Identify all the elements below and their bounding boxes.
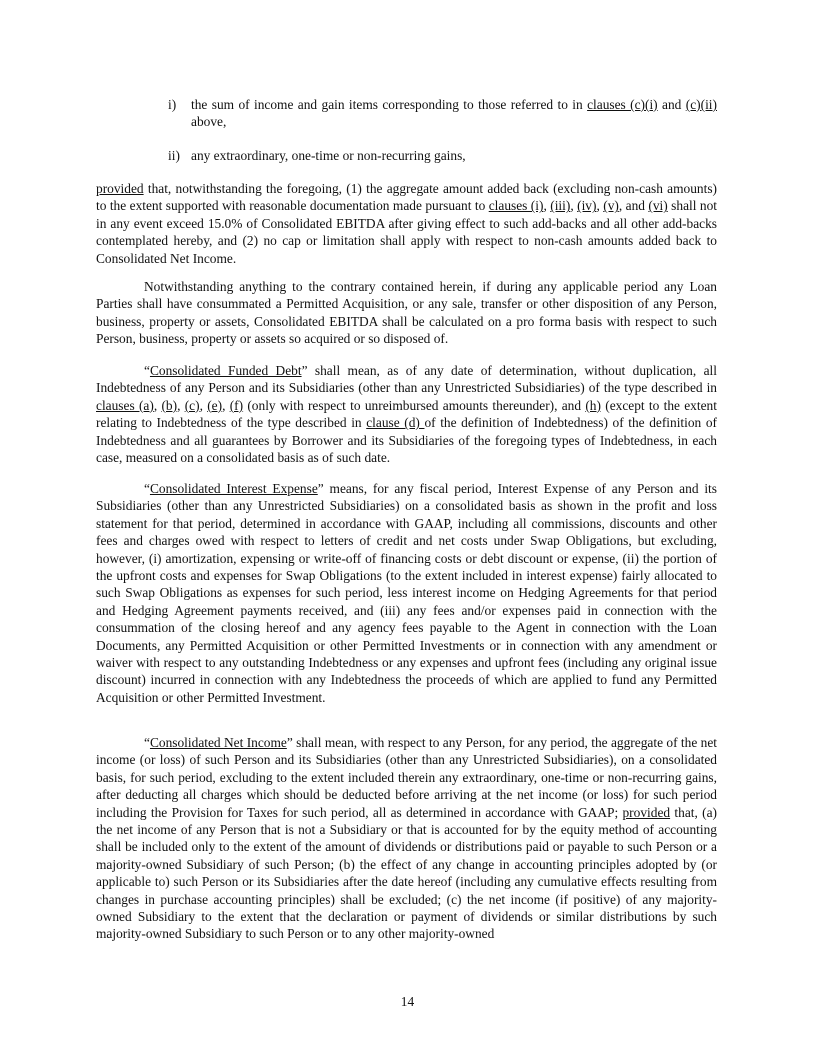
provided-keyword: provided bbox=[622, 804, 671, 820]
notwithstanding-paragraph: Notwithstanding anything to the contrary contained herein, if during any applicable period any Loan Parties shall have consummated a Permitted Acquisition, or any sale, transfer or other disposition of any Person, business, property or assets, Consolidated EBITDA shall be calculated on a pro forma basis with respect to such Person, business, property or assets so acquired or so disposed of. bbox=[96, 279, 717, 347]
clause-reference: (c)(ii) bbox=[685, 97, 717, 112]
list-item-text: the sum of income and gain items corresponding to those referred to in clauses (c)(i) and (c)(ii) above, bbox=[191, 97, 717, 130]
definition-consolidated-funded-debt: “Consolidated Funded Debt” shall mean, as of any date of determination, without duplication, all Indebtedness of any Person and its Subsidiaries (other than any Unrestricted Subsidiaries) of the type described in clauses (a), (b), (c), (e), (f) (only with respect to unreimbursed amounts thereunder), and (h) (except to the extent relating to Indebtedness of the type described in clause (d) of the definition of Indebtedness) of the definition of Indebtedness and all guarantees by Borrower and its Subsidiaries of the foregoing types of Indebtedness, in each case, measured on a consolidated basis as of such date. bbox=[96, 363, 717, 466]
definition-consolidated-interest-expense: “Consolidated Interest Expense” means, for any fiscal period, Interest Expense of any Person and its Subsidiaries (other than any Unrestricted Subsidiaries) on a consolidated basis as shown in the profit and loss statement for that period, determined in accordance with GAAP, including all commissions, discounts and other fees and charges owed with respect to letters of credit and net costs under Swap Obligations, but excluding, however, (i) amortization, expensing or write-off of financing costs or debt discount or expense, (ii) the portion of the upfront costs and expenses for Swap Obligations (to the extent included in interest expense) fairly allocated to such Swap Obligations as expenses for such period, less interest income on Hedging Agreements for that period and Hedging Agreement payments received, and (iii) any fees and/or expenses paid in connection with the consummation of the closing hereof and any agency fees payable to the Agent in connection with the Loan Documents, any Permitted Acquisition or other Permitted Investments or in connection with any amendment or waiver with respect to any outstanding Indebtedness or any expenses and upfront fees (including any original issue discount) incurred in connection with any Indebtedness the proceeds of which are applied to fund any Permitted Acquisition or other Permitted Investment. bbox=[96, 481, 717, 705]
page-number: 14 bbox=[400, 994, 415, 1009]
defined-term: Consolidated Funded Debt bbox=[149, 363, 302, 378]
definition-consolidated-net-income: “Consolidated Net Income” shall mean, with respect to any Person, for any period, the aggregate of the net income (or loss) of such Person and its Subsidiaries (other than any Unrestricted Subsidiaries), on a consolidated basis, for such period, excluding to the extent included therein any extraordinary, one-time or non-recurring gains, after deducting all charges which should be deducted before arriving at the net income (or loss) for such period including the Provision for Taxes for such period, all as determined in accordance with GAAP; provided that, (a) the net income of any Person that is not a Subsidiary or that is accounted for by the equity method of accounting shall be included only to the extent of the amount of dividends or distributions paid or payable to such Person or a majority-owned Subsidiary of such Person; (b) the effect of any change in accounting principles adopted by (or applicable to) such Person or its Subsidiaries after the date hereof (including any cumulative effects resulting from changes in purchase accounting principles) shall be excluded; (c) the net income (if positive) of any majority-owned Subsidiary to the extent that the declaration or payment of dividends or similar distributions by such majority-owned Subsidiary to such Person or to any other majority-owned bbox=[96, 735, 718, 942]
list-item-ii bbox=[168, 147, 717, 164]
list-item-number: i) bbox=[168, 97, 177, 112]
list-item-i bbox=[168, 96, 717, 131]
proviso-paragraph: provided that, notwithstanding the foregoing, (1) the aggregate amount added back (excluding non-cash amounts) to the extent supported with reasonable documentation made pursuant to clauses (i), (iii), (iv), (v), and (vi) shall not in any event exceed 15.0% of Consolidated EBITDA after giving effect to such add-backs and all other add-backs contemplated hereby, and (2) no cap or limitation shall apply with respect to non-cash amounts added back to Consolidated Net Income. bbox=[96, 181, 717, 266]
list-item-number: ii) bbox=[168, 148, 180, 163]
list-item-text: any extraordinary, one-time or non-recurring gains, bbox=[191, 148, 466, 163]
provided-keyword: provided bbox=[96, 181, 144, 196]
defined-term: Consolidated Net Income bbox=[149, 735, 287, 750]
clause-reference: clauses (c)(i) bbox=[587, 97, 658, 112]
defined-term: Consolidated Interest Expense bbox=[149, 481, 318, 496]
